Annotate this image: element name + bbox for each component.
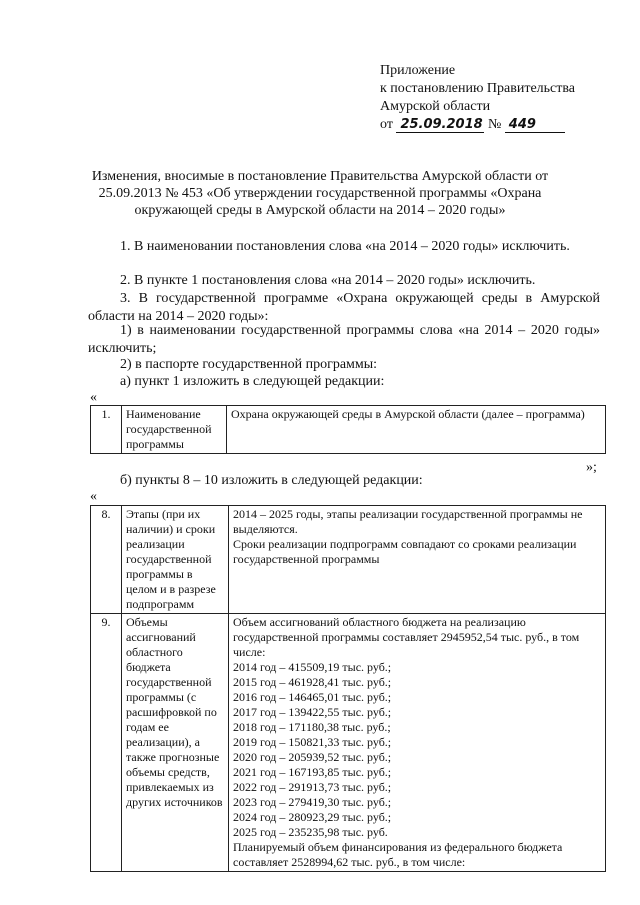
year-line: 2025 год – 235235,98 тыс. руб. — [233, 825, 388, 839]
year-line: 2023 год – 279419,30 тыс. руб.; — [233, 795, 392, 809]
table-row — [91, 614, 606, 872]
paragraph-3-2-b: б) пункты 8 – 10 изложить в следующей редакции: — [120, 473, 423, 488]
appendix-line-1: Приложение — [380, 63, 456, 78]
paragraph-3-2: 2) в паспорте государственной программы: — [120, 357, 378, 372]
document-title: Изменения, вносимые в постановление Правительства Амурской области от 25.09.2013 № 453 «Об утверждении государственной программы «Охрана окружающей среды в Амурской области на 2014 – 2020 годы» — [91, 169, 549, 218]
row-9-intro: Объем ассигнований областного бюджета на реализацию государственной программы составляет 2945952,54 тыс. руб., в том числе: — [233, 615, 580, 659]
year-line: 2014 год – 415509,19 тыс. руб.; — [233, 660, 392, 674]
row-9-number: 9. — [91, 614, 122, 872]
year-line: 2015 год – 461928,41 тыс. руб.; — [233, 675, 392, 689]
table-row — [91, 506, 606, 614]
passport-table-2 — [90, 505, 606, 872]
year-line: 2017 год – 139422,55 тыс. руб.; — [233, 705, 392, 719]
row-9-name: Объемы ассигнований областного бюджета государственной программы (с расшифровкой по годам ее реализации), а также прогнозные объемы средств, привлекаемых из других источников — [122, 614, 229, 872]
row-8-number: 8. — [91, 506, 122, 614]
paragraph-2: 2. В пункте 1 постановления слова «на 2014 – 2020 годы» исключить. — [120, 273, 536, 288]
handwritten-date: 25.09.2018 — [396, 118, 484, 133]
from-label: от — [380, 117, 393, 132]
handwritten-number: 449 — [505, 118, 565, 133]
appendix-date-line — [380, 116, 575, 134]
year-line: 2022 год – 291913,73 тыс. руб.; — [233, 780, 392, 794]
number-label: № — [487, 117, 502, 132]
year-line: 2018 год – 171180,38 тыс. руб.; — [233, 720, 391, 734]
paragraph-3-1: 1) в наименовании государственной программы слова «на 2014 – 2020 годы» исключить; — [88, 323, 600, 356]
appendix-line-3: Амурской области — [380, 99, 491, 114]
paragraph-3: 3. В государственной программе «Охрана окружающей среды в Амурской области на 2014 – 2020 годы»: — [88, 291, 600, 324]
paragraph-1: 1. В наименовании постановления слова «на 2014 – 2020 годы» исключить. — [120, 239, 570, 254]
row-name: Наименование государственной программы — [122, 406, 227, 454]
close-quote-1: »; — [586, 460, 597, 475]
row-9-value — [229, 614, 606, 872]
table-row — [91, 406, 606, 454]
paragraph-3-2-a: а) пункт 1 изложить в следующей редакции: — [120, 374, 385, 389]
year-line: 2016 год – 146465,01 тыс. руб.; — [233, 690, 392, 704]
year-line: 2021 год – 167193,85 тыс. руб.; — [233, 765, 392, 779]
year-line: 2024 год – 280923,29 тыс. руб.; — [233, 810, 392, 824]
year-line: 2019 год – 150821,33 тыс. руб.; — [233, 735, 392, 749]
open-quote-2: « — [90, 489, 97, 504]
row-8-value-2: Сроки реализации подпрограмм совпадают со сроками реализации государственной программы — [233, 537, 577, 566]
row-8-name: Этапы (при их наличии) и сроки реализации государственной программы в целом и в разрезе подпрограмм — [122, 506, 229, 614]
row-number: 1. — [91, 406, 122, 454]
open-quote-1: « — [90, 390, 97, 405]
row-value: Охрана окружающей среды в Амурской области (далее – программа) — [227, 406, 606, 454]
appendix-header — [380, 62, 575, 134]
passport-table-1 — [90, 405, 606, 454]
appendix-line-2: к постановлению Правительства — [380, 81, 576, 96]
row-8-value — [229, 506, 606, 614]
row-8-value-1: 2014 – 2025 годы, этапы реализации государственной программы не выделяются. — [233, 507, 583, 536]
year-line: 2020 год – 205939,52 тыс. руб.; — [233, 750, 392, 764]
row-9-federal: Планируемый объем финансирования из федерального бюджета составляет 2528994,62 тыс. руб., в том числе: — [233, 840, 563, 869]
